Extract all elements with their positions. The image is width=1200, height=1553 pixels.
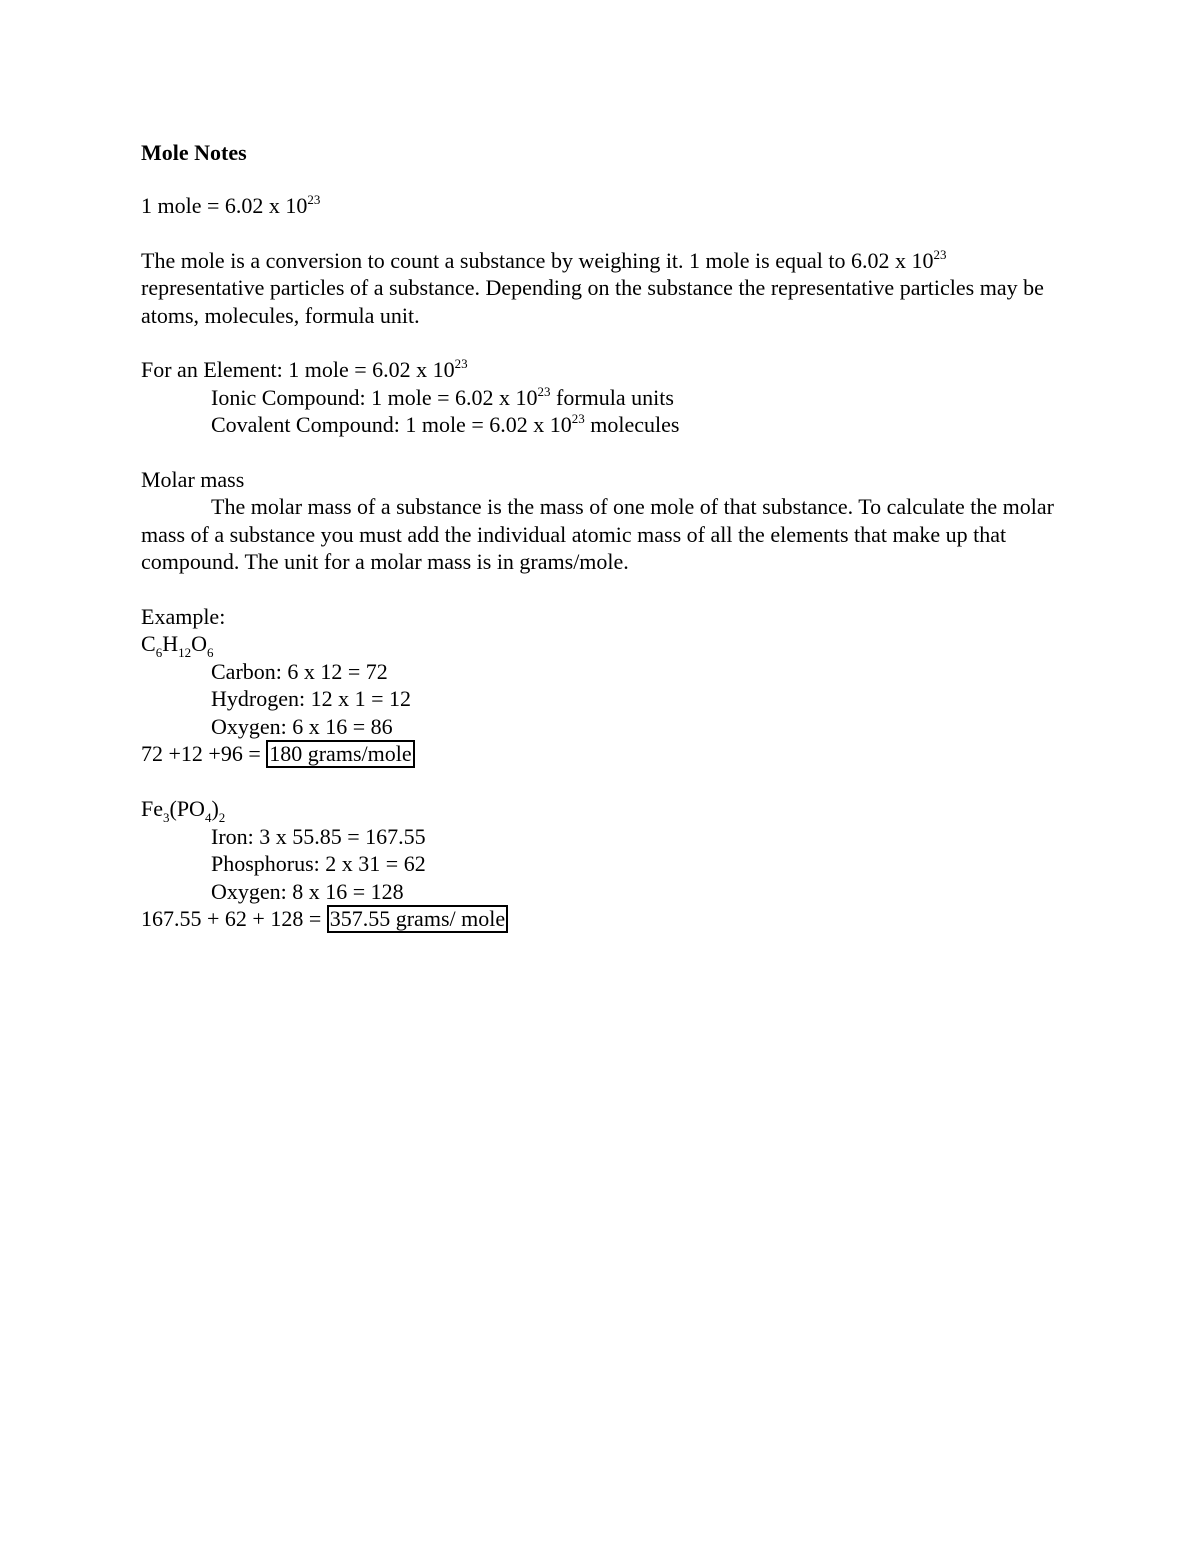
particles-element: For an Element: 1 mole = 6.02 x $10^{23}$ <box>141 356 468 382</box>
example1-result-box: 180 grams/mole <box>266 740 414 768</box>
molar-mass-heading: Molar mass <box>141 466 245 492</box>
example1-sum: 72 +12 +96 = 180 grams/mole <box>141 740 1071 768</box>
particles-covalent: Covalent Compound: 1 mole = 6.02 x $10^{23}$ molecules <box>211 411 680 437</box>
example-label: Example: <box>141 603 226 629</box>
example2-line-oxygen: Oxygen: 8 x 16 = 128 <box>211 878 404 904</box>
molar-mass-paragraph: The molar mass of a substance is the mass of one mole of that substance. To calculate the molar mass of a substance you must add the individual atomic mass of all the elements that make up that compound. The unit for a molar mass is in grams/mole. <box>141 494 1054 574</box>
example1-formula: $C_6H_{12}O_6$ <box>141 631 214 660</box>
particles-ionic: Ionic Compound: 1 mole = 6.02 x $10^{23}$ formula units <box>211 383 674 410</box>
document-body <box>141 138 1071 933</box>
example2-formula: $Fe_3(PO_4)_2$ <box>141 796 226 825</box>
example1-line-hydrogen: Hydrogen: 12 x 1 = 12 <box>211 686 411 711</box>
example2-line-phosphorus: Phosphorus: 2 x 31 = 62 <box>211 851 426 876</box>
page-title: Mole Notes <box>141 140 247 165</box>
example2-line-iron: Iron: 3 x 55.85 = 167.55 <box>211 823 426 849</box>
example2-result-box: 357.55 grams/ mole <box>327 905 508 933</box>
example2-sum: 167.55 + 62 + 128 = 357.55 grams/ mole <box>141 905 1071 933</box>
example1-line-carbon: Carbon: 6 x 12 = 72 <box>211 658 388 684</box>
example1-line-oxygen: Oxygen: 6 x 16 = 86 <box>211 713 393 739</box>
intro-paragraph: The mole is a conversion to count a substance by weighing it. 1 mole is equal to 6.02 x $10^{23}$ representative particles of a substance. Depending on the substance the representative particles may be atoms, molecules, formula unit. <box>141 246 1044 328</box>
mole-definition: 1 mole = 6.02 x $10^{23}$ <box>141 192 321 218</box>
